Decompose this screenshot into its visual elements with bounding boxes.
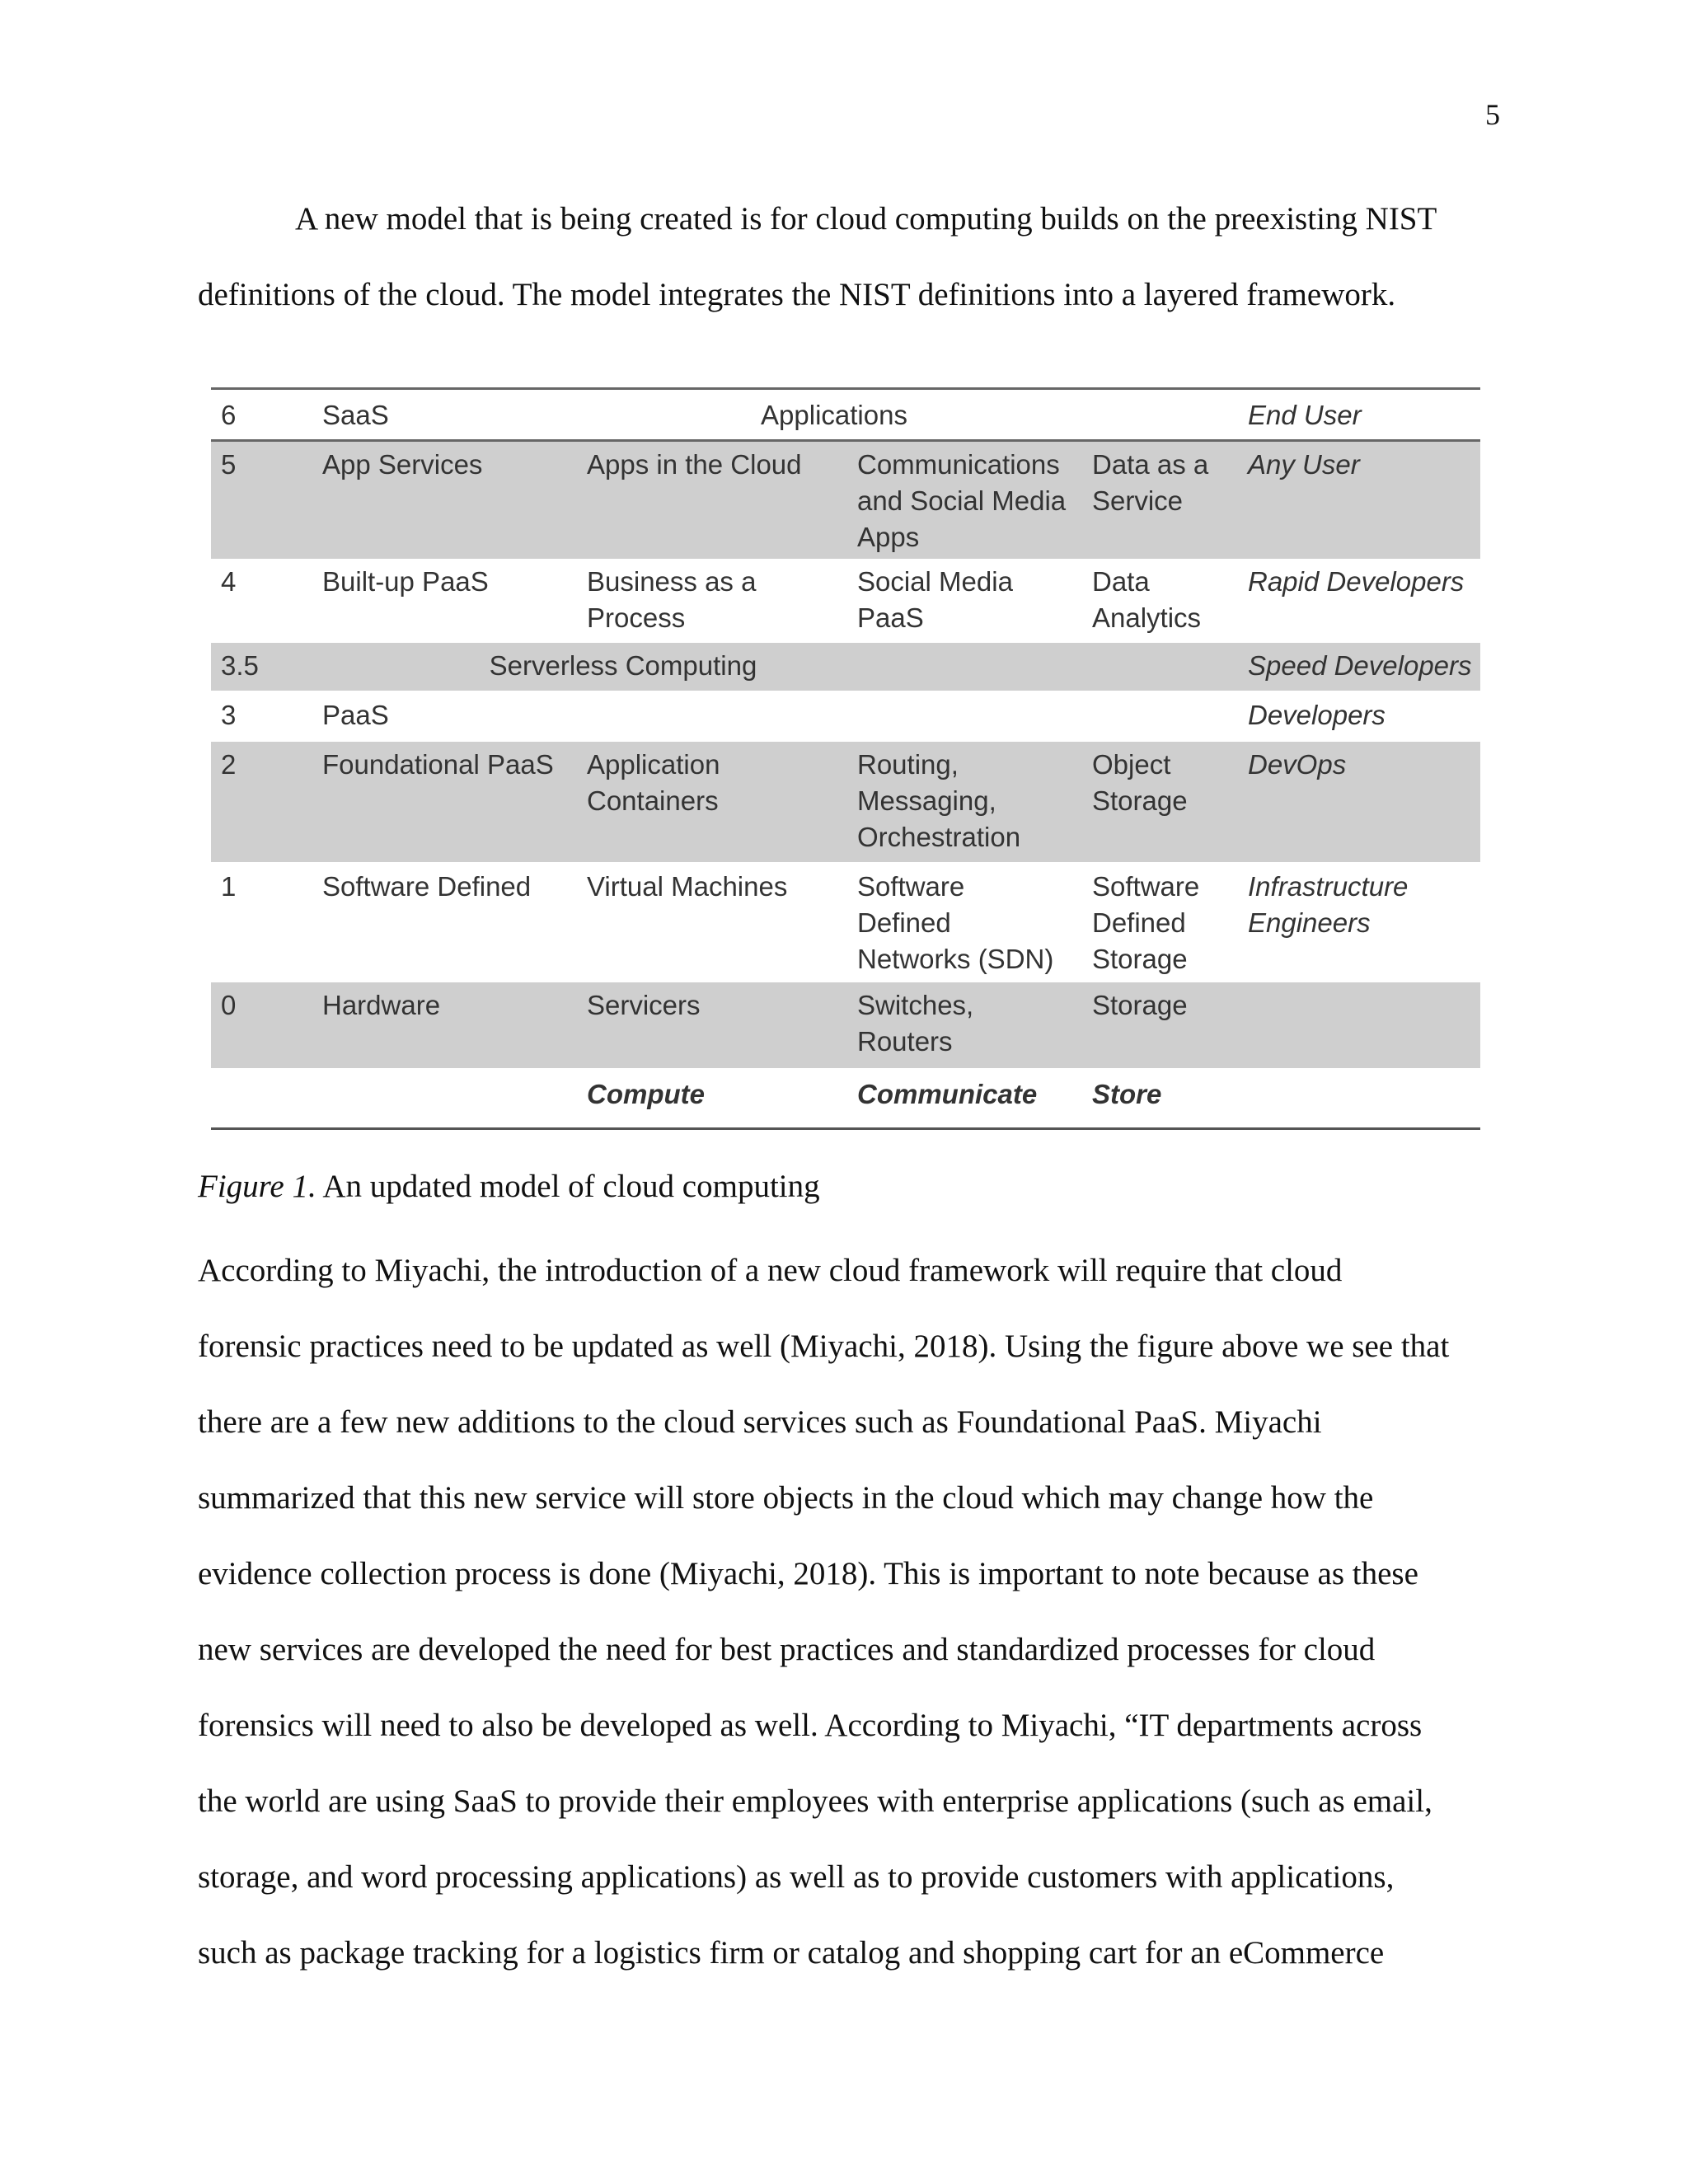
communicate-cell: Social Media PaaS xyxy=(857,566,1013,633)
body-paragraph xyxy=(198,1233,1500,1991)
user-cell: Infrastructure Engineers xyxy=(1248,871,1409,938)
footer-compute: Compute xyxy=(587,1079,705,1109)
communicate-cell: Software Defined Networks (SDN) xyxy=(857,871,1054,974)
text-line: A new model that is being created is for cloud computing builds on the preexisting NIST xyxy=(295,201,1437,237)
user-cell: Any User xyxy=(1248,449,1360,480)
user-cell: Speed Developers xyxy=(1248,650,1472,681)
text-line: new services are developed the need for best practices and standardized processes for cloud xyxy=(198,1632,1376,1667)
footer-store: Store xyxy=(1092,1079,1162,1109)
figure-caption xyxy=(198,1162,1500,1212)
user-cell: DevOps xyxy=(1248,749,1347,780)
level-cell: 4 xyxy=(221,566,237,597)
layer-name-cell: PaaS xyxy=(322,700,389,730)
table-row xyxy=(211,559,1480,641)
compute-cell: Application Containers xyxy=(587,749,720,816)
table-header-row xyxy=(211,397,1480,438)
table-row xyxy=(211,742,1480,862)
compute-cell: Apps in the Cloud xyxy=(587,449,802,480)
level-cell: 0 xyxy=(221,990,237,1020)
layer-name-cell: Built-up PaaS xyxy=(322,566,489,597)
compute-cell: Servicers xyxy=(587,990,701,1020)
caption-text: An updated model of cloud computing xyxy=(322,1169,820,1204)
user-cell: End User xyxy=(1248,400,1362,430)
table-row xyxy=(211,643,1480,691)
text-line: summarized that this new service will store objects in the cloud which may change how the xyxy=(198,1480,1374,1516)
table-row xyxy=(211,982,1480,1068)
cloud-model-figure xyxy=(211,387,1480,1129)
level-cell: 1 xyxy=(221,871,237,902)
communicate-cell: Switches, Routers xyxy=(857,990,974,1057)
table-bottom-rule xyxy=(211,1127,1480,1130)
footer-communicate: Communicate xyxy=(857,1079,1038,1109)
layer-name-cell: SaaS xyxy=(322,400,389,430)
table-row xyxy=(211,442,1480,559)
layer-name-cell: Foundational PaaS xyxy=(322,749,554,780)
intro-paragraph xyxy=(198,181,1500,333)
level-cell: 6 xyxy=(221,400,237,430)
compute-cell: Business as a Process xyxy=(587,566,757,633)
communicate-cell: Communications and Social Media Apps xyxy=(857,449,1067,552)
span-cell: Applications xyxy=(761,400,907,430)
text-line: storage, and word processing applications) as well as to provide customers with applications, xyxy=(198,1859,1395,1895)
table-top-rule xyxy=(211,387,1480,390)
layer-name-cell: Software Defined xyxy=(322,871,532,902)
span-cell: Serverless Computing xyxy=(489,650,757,681)
communicate-cell: Routing, Messaging, Orchestration xyxy=(857,749,1021,852)
store-cell: Storage xyxy=(1092,990,1188,1020)
text-line: definitions of the cloud. The model integrates the NIST definitions into a layered framework. xyxy=(198,277,1396,312)
text-line: forensics will need to also be developed as well. According to Miyachi, “IT departments across xyxy=(198,1708,1423,1743)
caption-label: Figure 1. xyxy=(198,1169,316,1204)
table-row xyxy=(211,692,1480,740)
layer-name-cell: App Services xyxy=(322,449,483,480)
table-footer-row xyxy=(211,1076,1480,1122)
layer-name-cell: Hardware xyxy=(322,990,441,1020)
level-cell: 2 xyxy=(221,749,237,780)
store-cell: Data Analytics xyxy=(1092,566,1202,633)
level-cell: 3.5 xyxy=(221,650,259,681)
text-line: such as package tracking for a logistics firm or catalog and shopping cart for an eCommerce xyxy=(198,1935,1385,1971)
store-cell: Object Storage xyxy=(1092,749,1188,816)
store-cell: Data as a Service xyxy=(1092,449,1209,516)
text-line: the world are using SaaS to provide their employees with enterprise applications (such as email, xyxy=(198,1783,1432,1819)
user-cell: Developers xyxy=(1248,700,1386,730)
level-cell: 3 xyxy=(221,700,237,730)
text-line: evidence collection process is done (Miyachi, 2018). This is important to note because as these xyxy=(198,1556,1418,1591)
store-cell: Software Defined Storage xyxy=(1092,871,1200,974)
user-cell: Rapid Developers xyxy=(1248,566,1465,597)
text-line: there are a few new additions to the cloud services such as Foundational PaaS. Miyachi xyxy=(198,1404,1322,1440)
page-number: 5 xyxy=(1485,98,1500,131)
level-cell: 5 xyxy=(221,449,237,480)
text-line: forensic practices need to be updated as well (Miyachi, 2018). Using the figure above we see that xyxy=(198,1329,1450,1364)
compute-cell: Virtual Machines xyxy=(587,871,788,902)
table-row xyxy=(211,864,1480,981)
text-line: According to Miyachi, the introduction of a new cloud framework will require that cloud xyxy=(198,1253,1343,1288)
